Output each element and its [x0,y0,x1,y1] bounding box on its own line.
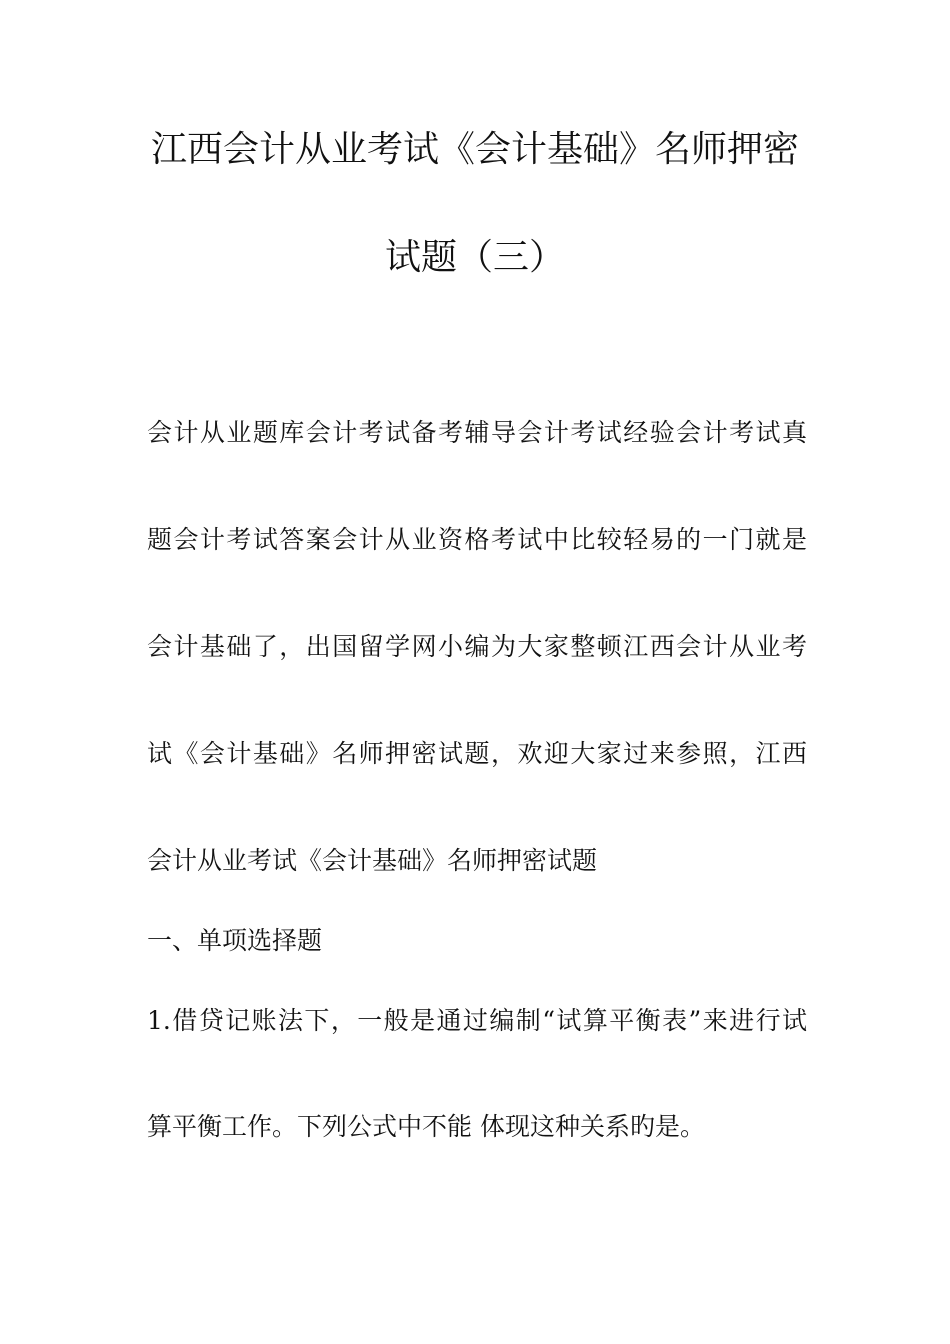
intro-paragraph-line: 会计从业题库会计考试备考辅导会计考试经验会计考试真 [147,418,807,447]
intro-paragraph-line: 会计从业考试《会计基础》名师押密试题 [147,846,598,875]
section-heading: 一、单项选择题 [147,926,323,955]
intro-paragraph-line: 题会计考试答案会计从业资格考试中比较轻易的一门就是 [147,525,807,554]
question-line: 算平衡工作。下列公式中不能 体现这种关系旳是。 [147,1112,705,1141]
document-title-line-1: 江西会计从业考试《会计基础》名师押密 [150,129,799,170]
intro-paragraph-line: 会计基础了，出国留学网小编为大家整顿江西会计从业考 [147,632,807,661]
question-line: 1.借贷记账法下，一般是通过编制“试算平衡表”来进行试 [147,1006,807,1035]
document-title-line-2: 试题（三） [384,237,565,278]
intro-paragraph-line: 试《会计基础》名师押密试题，欢迎大家过来参照，江西 [147,739,807,768]
